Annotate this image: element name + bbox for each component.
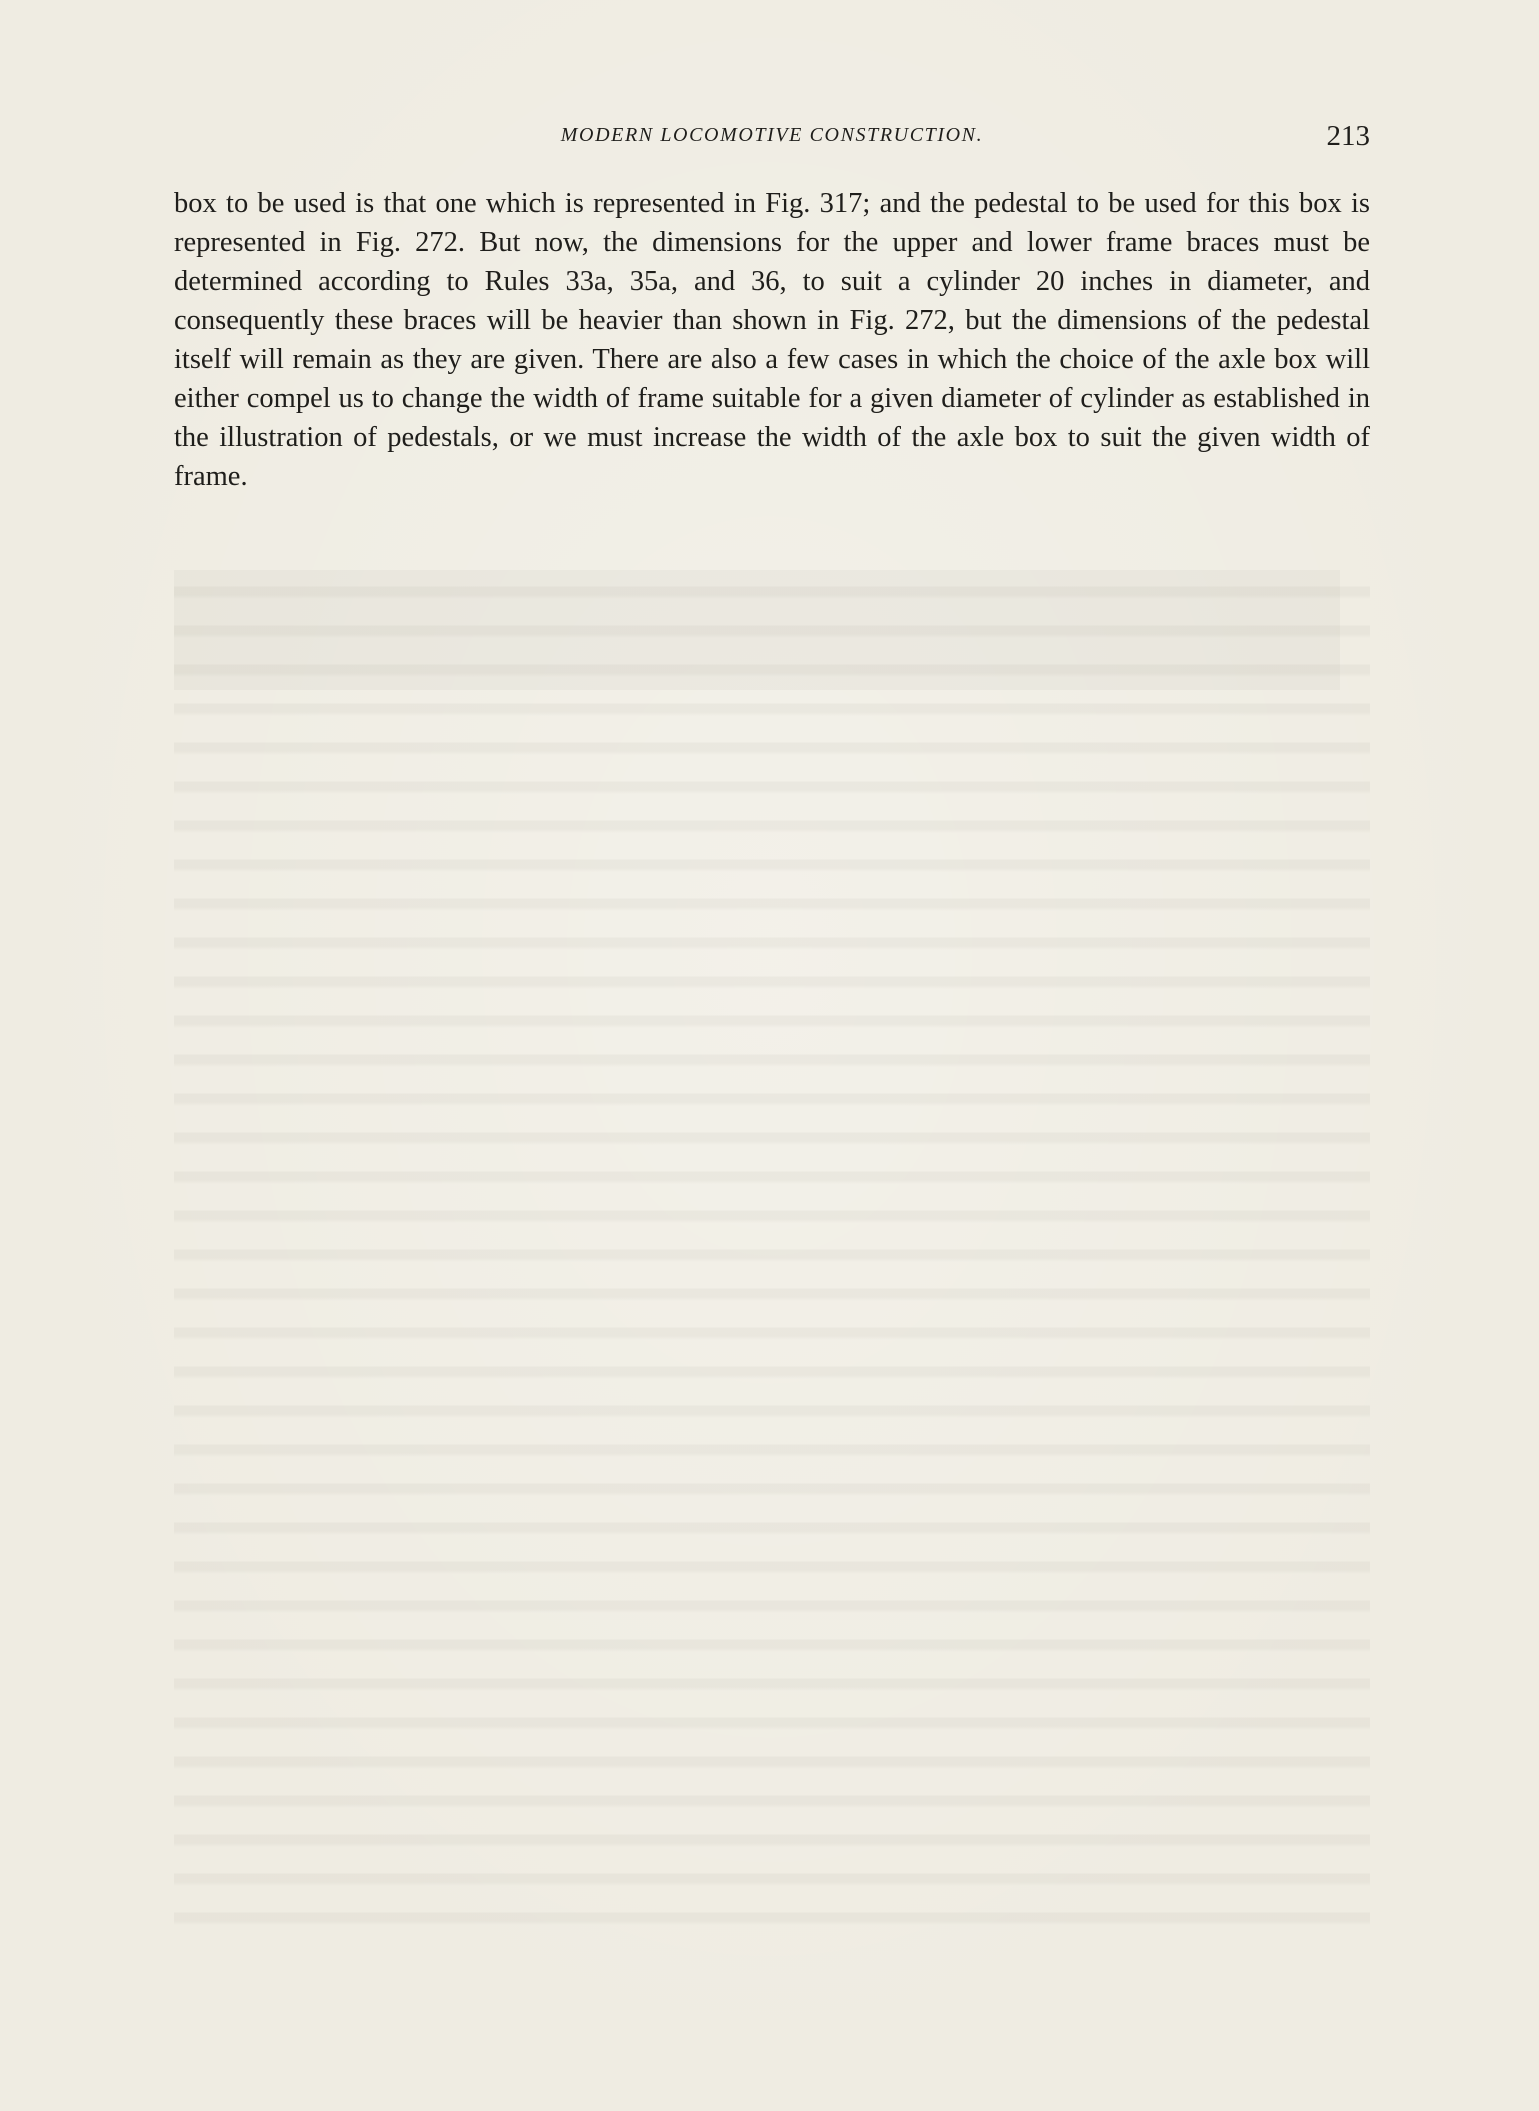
page-number: 213: [1326, 120, 1370, 152]
running-head: [174, 120, 1370, 160]
bleed-through-text: [174, 560, 1370, 1940]
running-title: MODERN LOCOMOTIVE CONSTRUCTION.: [560, 124, 984, 146]
body-paragraph: box to be used is that one which is represented in Fig. 317; and the pedestal to be used for this box is represented in Fig. 272. But now, the dimensions for the upper and lower frame braces must be determined according to Rules 33a, 35a, and 36, to suit a cylinder 20 inches in diameter, and consequently these braces will be heavier than shown in Fig. 272, but the dimensions of the pedestal itself will remain as they are given. There are also a few cases in which the choice of the axle box will either compel us to change the width of frame suitable for a given diameter of cylinder as established in the illustration of pedestals, or we must increase the width of the axle box to suit the given width of frame.: [174, 188, 1370, 492]
